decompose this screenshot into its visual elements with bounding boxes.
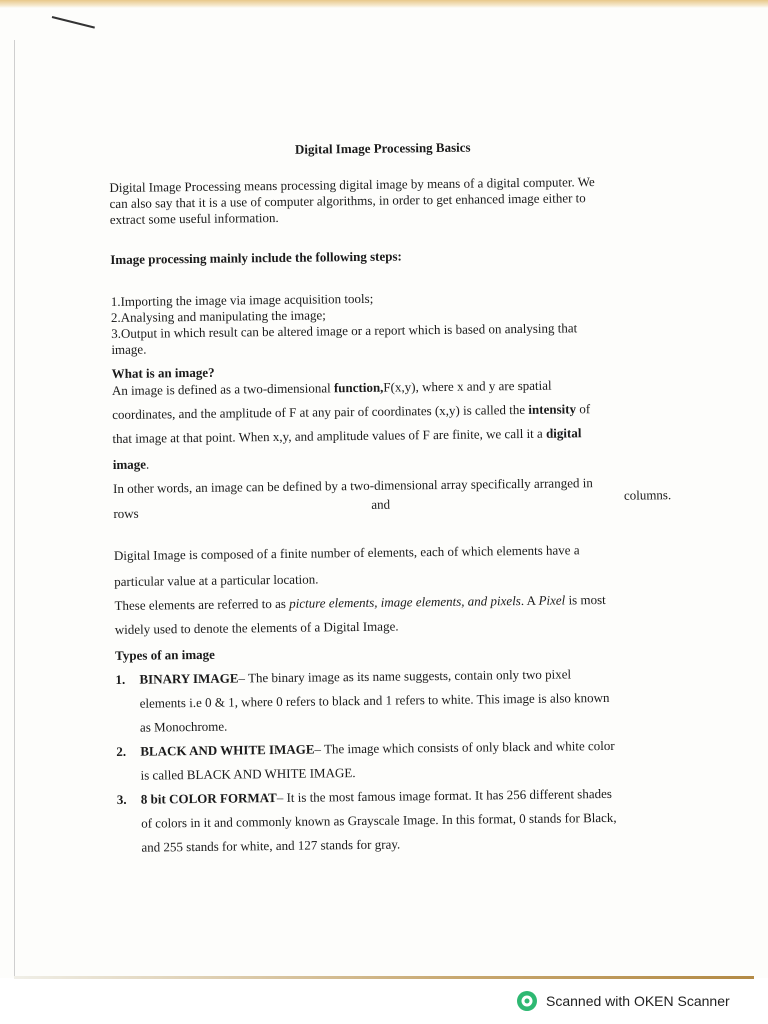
step-1: 1.Importing the image via image acquisition tools; [110,290,374,310]
definition-line-2: coordinates, and the amplitude of F at any pair of coordinates (x,y) is called the intensity of [112,401,591,422]
step-3-continued: image. [111,341,147,358]
type-3-line-2: of colors in it and commonly known as Grayscale Image. In this format, 0 stands for Black, [141,809,617,831]
other-words-rows: rows [113,505,139,521]
document-title: Digital Image Processing Basics [294,139,471,157]
elements-line-2: widely used to denote the elements of a Digital Image. [114,618,399,637]
type-2-line-1: 2. BLACK AND WHITE IMAGE– The image which consists of only black and white color [116,737,615,759]
other-words-columns: columns. [623,487,672,503]
composition-line-1: Digital Image is composed of a finite number of elements, each of which elements have a [113,542,580,563]
type-1-line-3: as Monochrome. [139,718,228,735]
what-is-image-heading: What is an image? [111,364,215,382]
scanner-watermark [516,990,730,1012]
types-heading: Types of an image [115,646,216,663]
composition-line-2: particular value at a particular location. [114,571,319,589]
definition-line-3: that image at that point. When x,y, and amplitude values of F are finite, we call it a digital [112,425,582,446]
intro-line-2: can also say that it is a use of computer algorithms, in order to get enhanced image either to [109,190,586,212]
intro-line-1: Digital Image Processing means processing digital image by means of a digital computer. We [109,174,595,196]
intro-line-3: extract some useful information. [109,209,279,228]
step-3: 3.Output in which result can be altered image or a report which is based on analysing that [111,320,578,342]
paper-left-edge [14,40,15,980]
definition-line-4: image. [112,456,150,472]
elements-line-1: These elements are referred to as picture elements, image elements, and pixels. A Pixel is most [114,591,606,613]
steps-heading: Image processing mainly include the following steps: [110,248,402,268]
definition-line-1: An image is defined as a two-dimensional function,F(x,y), where x and y are spatial [111,377,552,399]
step-2: 2.Analysing and manipulating the image; [110,307,326,326]
other-words-and: and [371,496,391,512]
other-words-line: In other words, an image can be defined by a two-dimensional array specifically arranged in [112,475,593,496]
pencil-mark [52,16,95,29]
type-1-line-1: 1. BINARY IMAGE– The binary image as its name suggests, contain only two pixel [115,666,572,687]
type-2-line-2: is called BLACK AND WHITE IMAGE. [140,765,356,783]
type-1-line-2: elements i.e 0 & 1, where 0 refers to black and 1 refers to white. This image is also known [139,689,610,711]
paper-bottom-edge [14,976,754,979]
type-3-line-1: 3. 8 bit COLOR FORMAT– It is the most famous image format. It has 256 different shades [116,785,612,807]
top-edge-stain [0,0,768,8]
oken-scanner-logo-icon [516,990,538,1012]
type-3-line-3: and 255 stands for white, and 127 stands for gray. [141,836,401,855]
scanner-watermark-text: Scanned with OKEN Scanner [546,993,730,1009]
